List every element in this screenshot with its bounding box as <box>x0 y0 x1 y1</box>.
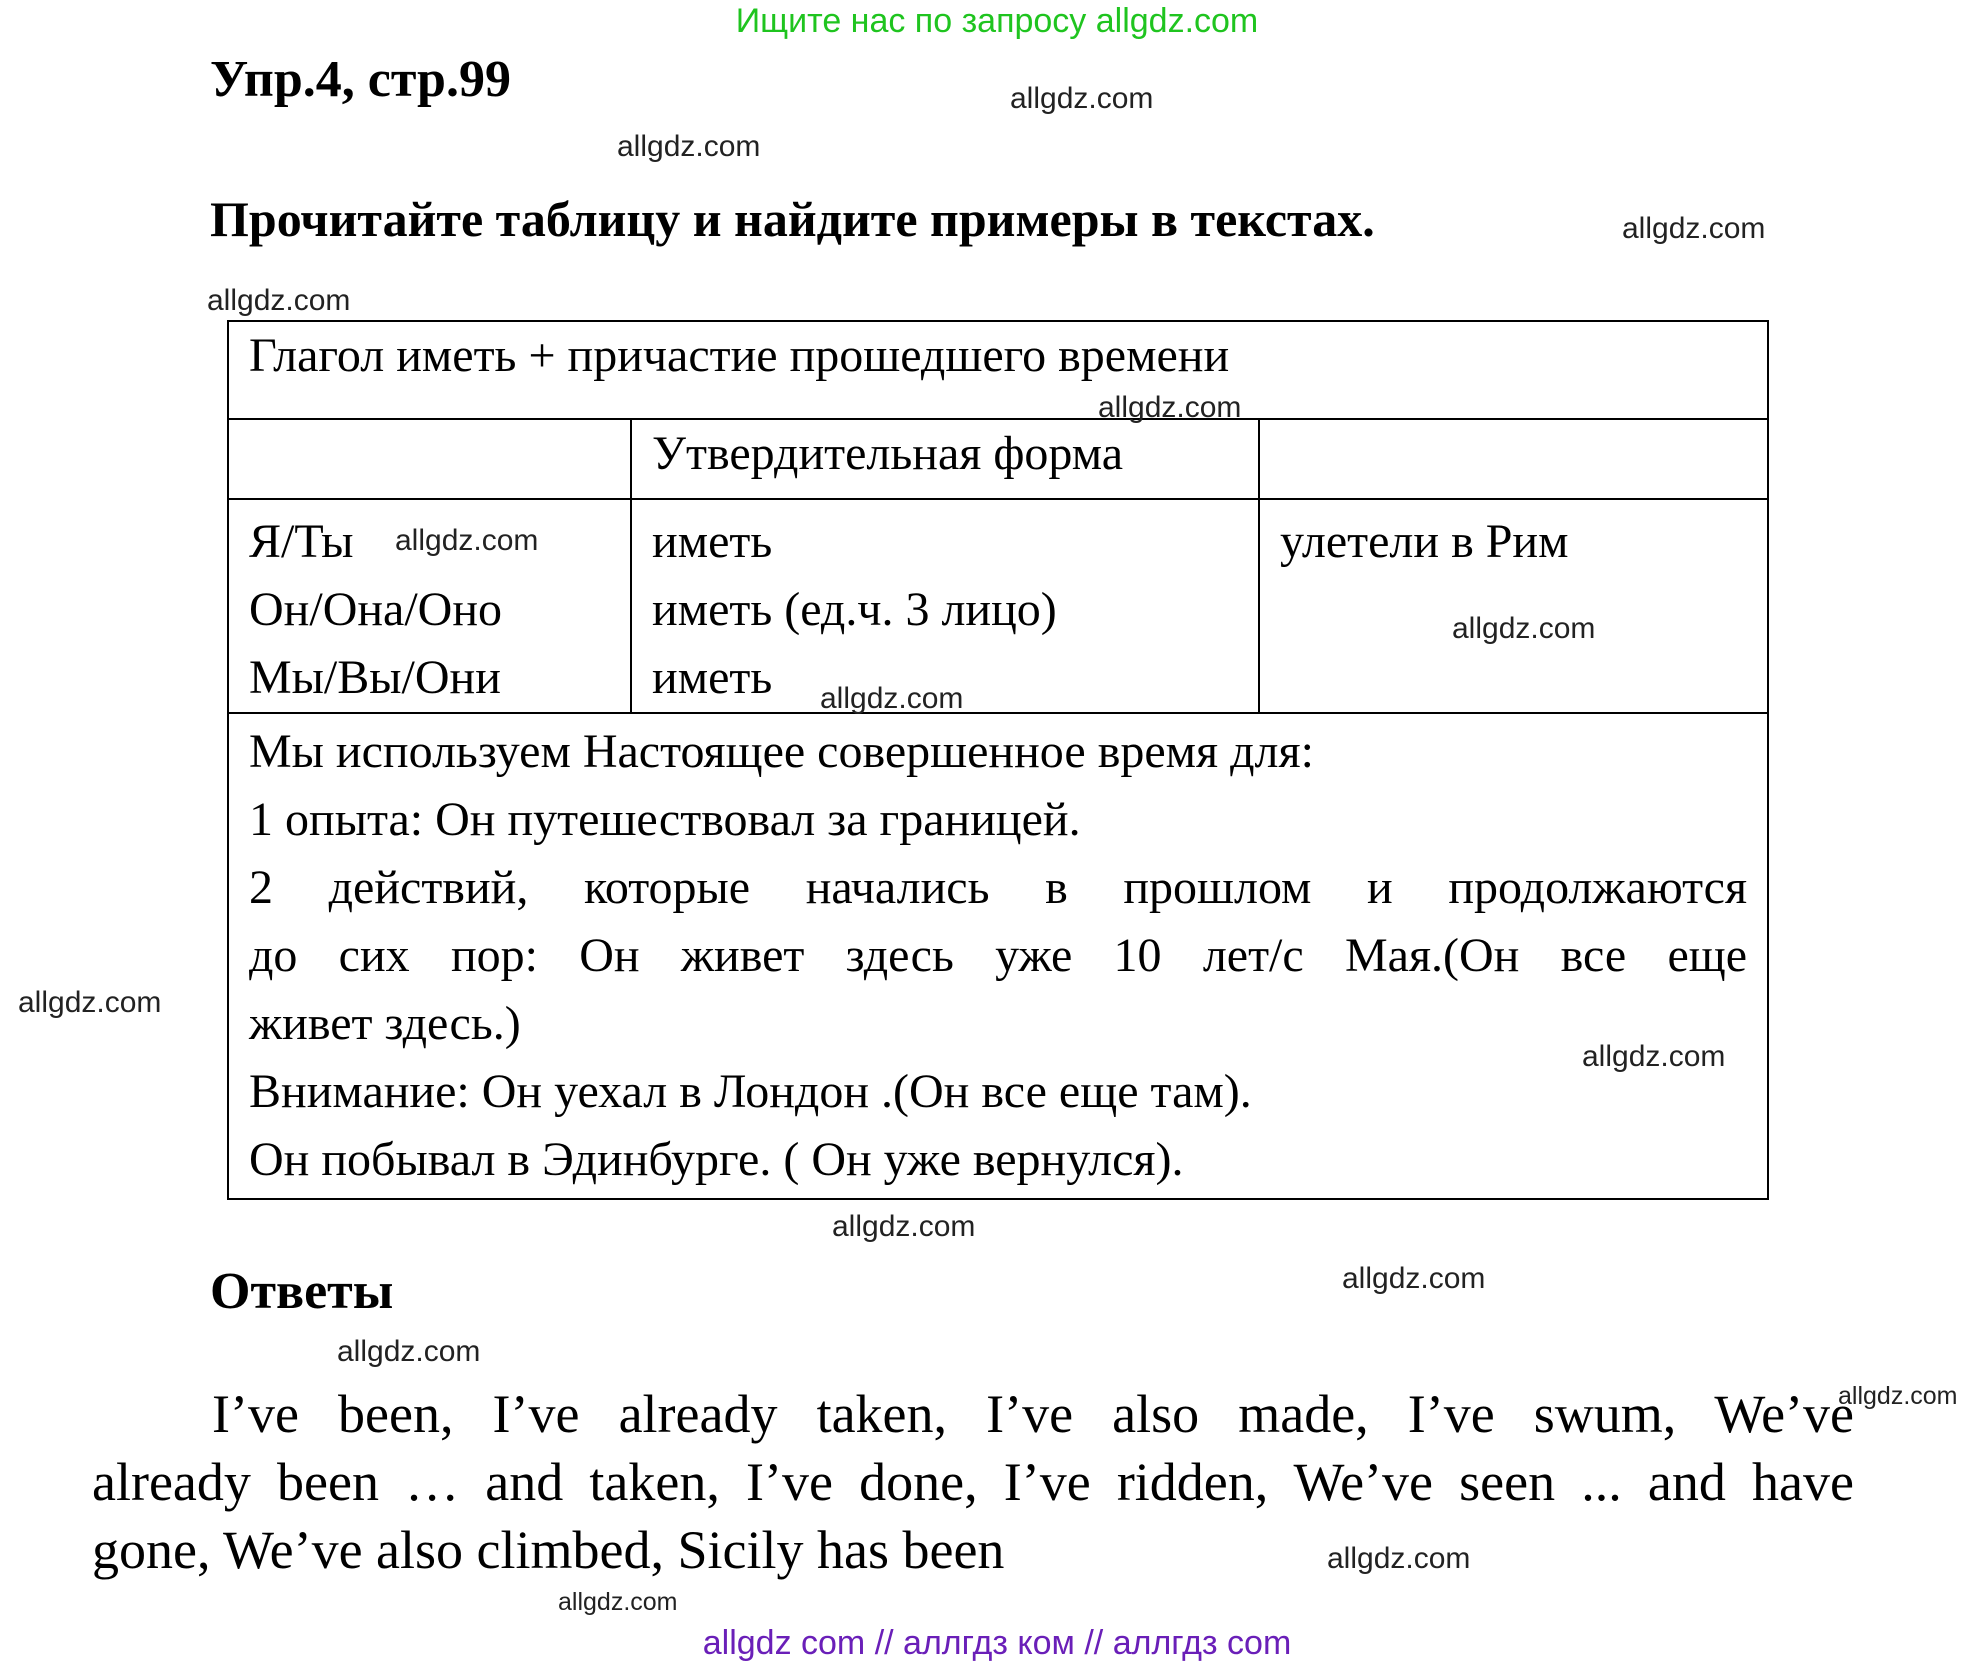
verb: иметь (ед.ч. 3 лицо) <box>652 583 1057 636</box>
table-usage-row <box>228 713 1768 1199</box>
table-empty-cell <box>1259 419 1768 499</box>
affirmative-cell <box>631 419 1259 499</box>
bottom-banner: allgdz com // аллгдз ком // аллгдз com <box>702 1624 1292 1662</box>
watermark-text: allgdz.com <box>820 682 964 715</box>
verb: иметь <box>652 515 773 568</box>
watermark-text: allgdz.com <box>395 524 539 557</box>
table-header-text: Глагол иметь + причастие прошедшего времени <box>249 329 1230 382</box>
answer-line: I’ve been, I’ve already taken, I’ve also made, I’ve swum, We’ve <box>212 1384 1854 1444</box>
answer-line: already been … and taken, I’ve done, I’ve ridden, We’ve seen ... and have <box>92 1452 1854 1512</box>
watermark-text: allgdz.com <box>558 1588 678 1616</box>
watermark-text: allgdz.com <box>1452 612 1596 645</box>
grammar-table <box>227 320 1769 1200</box>
exercise-title: Упр.4, стр.99 <box>210 51 511 108</box>
watermark-text: allgdz.com <box>1342 1262 1486 1295</box>
pronoun: Он/Она/Оно <box>249 583 503 636</box>
usage-line: живет здесь.) <box>249 997 521 1050</box>
answers-heading: Ответы <box>210 1263 394 1320</box>
watermark-text: allgdz.com <box>1838 1382 1958 1410</box>
watermark-text: allgdz.com <box>617 130 761 163</box>
instruction-text: Прочитайте таблицу и найдите примеры в текстах. <box>210 191 1375 247</box>
table-header-row <box>228 321 1768 419</box>
table-empty-cell <box>228 419 631 499</box>
watermark-text: allgdz.com <box>1327 1542 1471 1575</box>
usage-cell <box>228 713 1768 1199</box>
usage-line: 2 действий, которые начались в прошлом и продолжаются <box>249 861 1748 914</box>
participle-text: улетели в Рим <box>1280 515 1569 568</box>
table-form-row <box>228 419 1768 499</box>
usage-line: Внимание: Он уехал в Лондон .(Он все еще там). <box>249 1065 1252 1118</box>
watermark-text: allgdz.com <box>337 1335 481 1368</box>
top-banner: Ищите нас по запросу allgdz.com <box>735 2 1259 40</box>
table-header-cell <box>228 321 1768 419</box>
verb: иметь <box>652 651 773 704</box>
watermark-text: allgdz.com <box>1622 212 1766 245</box>
usage-line: 1 опыта: Он путешествовал за границей. <box>249 793 1081 846</box>
pronoun: Я/Ты <box>249 515 354 568</box>
usage-line: Он побывал в Эдинбурге. ( Он уже вернулся). <box>249 1133 1184 1186</box>
pronoun: Мы/Вы/Они <box>249 651 501 704</box>
usage-line: Мы используем Настоящее совершенное время для: <box>249 725 1314 778</box>
answers-paragraph <box>92 1380 1854 1584</box>
usage-line: до сих пор: Он живет здесь уже 10 лет/с Мая.(Он все еще <box>249 929 1748 982</box>
affirmative-label: Утвердительная форма <box>652 427 1124 480</box>
watermark-text: allgdz.com <box>1098 391 1242 424</box>
watermark-text: allgdz.com <box>18 986 162 1019</box>
participle-cell <box>1259 499 1768 713</box>
watermark-text: allgdz.com <box>832 1210 976 1243</box>
answer-line: gone, We’ve also climbed, Sicily has been <box>92 1520 1005 1580</box>
watermark-text: allgdz.com <box>207 284 351 317</box>
verbs-cell <box>631 499 1259 713</box>
watermark-text: allgdz.com <box>1010 82 1154 115</box>
watermark-text: allgdz.com <box>1582 1040 1726 1073</box>
